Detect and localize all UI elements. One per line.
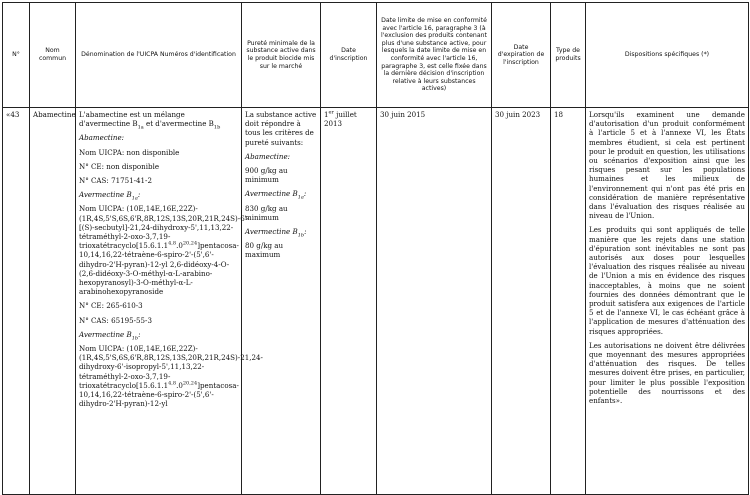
header-expiry: Date d'expiration de l'inscription <box>492 3 551 108</box>
header-purity: Pureté minimale de la substance active dans le produit biocide mis sur le marché <box>242 3 321 108</box>
cell-deadline: 30 juin 2015 <box>377 108 492 495</box>
abamectine-cas: N° CAS: 71751-41-2 <box>79 176 152 186</box>
header-iupac: Dénomination de l'UICPA Numéros d'identification <box>76 3 242 108</box>
header-common-name: Nom commun <box>30 3 76 108</box>
purity-abamectine-label: Abamectine: <box>245 151 291 161</box>
cell-no: «43 <box>3 108 30 495</box>
purity-b1b-label: Avermectine $B_{1b}$: <box>245 227 307 239</box>
cell-product-type: 18 <box>551 108 586 495</box>
header-inclusion-date: Date d'inscription <box>321 3 377 108</box>
iupac-intro: L'abamectine est un mélange d'avermectine $B_{1a}$ et d'avermectine $B_{1b}$ <box>79 110 221 131</box>
cell-expiry: 30 juin 2023 <box>492 108 551 495</box>
purity-b1b-value: 80 g/kg au maximum <box>245 241 284 260</box>
provision-paragraph: Les autorisations ne doivent être délivrées que moyennant des mesures appropriées d'atténuation des risques. De telles mesures doivent être prises, en particulier, pour limiter le plus possible l'exposition potentielle des nourrissons et des enfants». <box>589 340 745 406</box>
abamectine-ce: N° CE: non disponible <box>79 161 160 171</box>
header-row <box>3 3 749 108</box>
b1b-label: Avermectine $B_{1b}$: <box>79 329 141 342</box>
substance-table <box>2 2 749 495</box>
abamectine-uicpa: Nom UICPA: non disponible <box>79 147 180 157</box>
b1a-ce: N° CE: 265-610-3 <box>79 301 143 311</box>
header-product-type: Type de produits <box>551 3 586 108</box>
cell-purity <box>242 108 321 495</box>
purity-abamectine-value: 900 g/kg au minimum <box>245 166 288 185</box>
purity-intro: La substance active doit répondre à tous les critères de pureté suivants: <box>245 110 317 147</box>
cell-inclusion-date: 1er juillet 2013 <box>321 108 377 495</box>
table-row <box>3 108 749 495</box>
b1a-uicpa-name: Nom UICPA: (10E,14E,16E,22Z)-(1R,4S,5'S,6S,6'R,8R,12S,13S,20R,21R,24S)-6'-[(S)-secbutyl]-21,24-dihydroxy-5',11,13,22-tétraméthyl-2-oxo-3,7,19-trioxatétracyclo[15.6.1.1$^{4,8}$.0$^{20,24}$]pentacosa-10,14,16,22-tétraène-6-spiro-2'-(5',6'-dihydro-2'H-pyran)-12-yl 2,6-didéoxy-4-O-(2,6-didéoxy-3-O-méthyl-α-L-arabino-hexopyranosyl)-3-O-méthyl-α-L-arabinohexopyranoside <box>79 204 250 297</box>
b1a-label: Avermectine $B_{1a}$: <box>79 190 141 202</box>
purity-b1a-label: Avermectine $B_{1a}$: <box>245 189 307 201</box>
provision-paragraph: Les produits qui sont appliqués de telle manière que les rejets dans une station d'épuration sont inévitables ne sont pas autorisés aux doses pour lesquelles l'évaluation des risques réalisée au niveau de l'Union a mis en évidence des risques inacceptables, à moins que ne soient fournies des données démontrant que le produit satisfera aux exigences de l'article 5 et de l'annexe VI, le cas échéant grâce à l'application de mesures d'atténuation des risques appropriées. <box>589 225 745 336</box>
provision-paragraph: Lorsqu'ils examinent une demande d'autorisation d'un produit conformément à l'article 5 et à l'annexe VI, les États membres étudient, si cela est pertinent pour le produit en question, les utilisations ou scénarios d'exposition ainsi que les risques pesant sur les populations humaines et les milieux de l'environnement qui n'ont pas été pris en considération de manière représentative dans l'évaluation des risques réalisée au niveau de l'Union. <box>589 110 745 221</box>
header-provisions: Dispositions spécifiques (*) <box>586 3 749 108</box>
cell-provisions <box>586 108 749 495</box>
cell-iupac <box>76 108 263 495</box>
abamectine-label: Abamectine: <box>79 133 125 143</box>
header-no: N° <box>3 3 30 108</box>
purity-b1a-value: 830 g/kg au minimum <box>245 203 288 222</box>
b1a-cas: N° CAS: 65195-55-3 <box>79 315 152 325</box>
cell-common-name: Abamectine <box>30 108 76 495</box>
b1b-uicpa-name: Nom UICPA: (10E,14E,16E,22Z)-(1R,4S,5'S,6S,6'R,8R,12S,13S,20R,21R,24S)-21,24-dihydroxy-6'-isopropyl-5',11,13,22-tétraméthyl-2-oxo-3,7,19-trioxatétracyclo[15.6.1.1$^{4,8}$.0$^{20,24}$]pentacosa-10,14,16,22-tétraène-6-spiro-2'-(5',6'-dihydro-2'H-pyran)-12-yl <box>79 344 263 409</box>
header-deadline: Date limite de mise en conformité avec l'article 16, paragraphe 3 (à l'exclusion des produits contenant plus d'une substance active, pour lesquels la date limite de mise en conformité avec l'article 16, paragraphe 3, est celle fixée dans la dernière décision d'inscription relative à leurs substances actives) <box>377 3 492 108</box>
